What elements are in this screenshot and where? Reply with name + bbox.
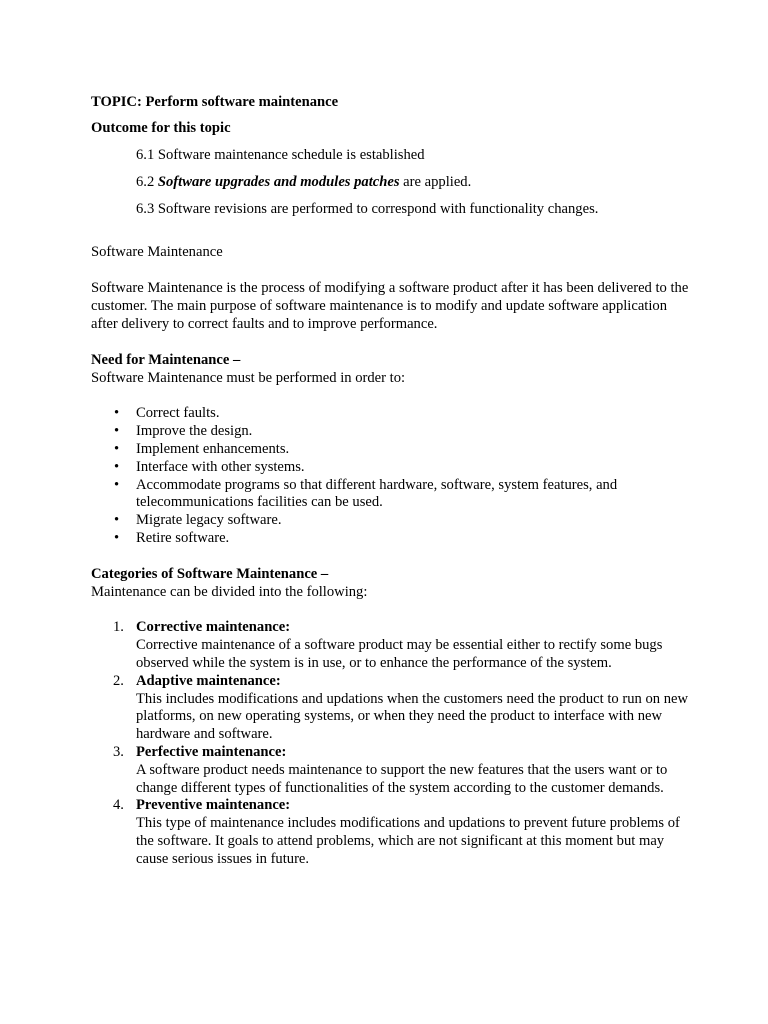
outcome-text: 6.3 Software revisions are performed to correspond with functionality changes.: [136, 201, 599, 218]
list-item-text: Implement enhancements.: [136, 440, 290, 457]
document-page: [91, 94, 691, 868]
list-item-text: Accommodate programs so that different hardware, software, system features, and telecommunications facilities can be used.: [136, 476, 618, 511]
category-item: [113, 797, 691, 868]
bullet-icon: •: [114, 512, 120, 529]
bullet-icon: •: [114, 529, 120, 546]
list-item-text: Retire software.: [136, 529, 230, 546]
list-item: [114, 529, 691, 548]
outcome-list: [91, 147, 691, 219]
categories-heading: Categories of Software Maintenance –: [91, 565, 329, 582]
list-item: [114, 458, 691, 477]
category-title: Corrective maintenance:: [136, 619, 291, 636]
outcome-text: 6.1 Software maintenance schedule is established: [136, 147, 425, 163]
outcome-item: [136, 174, 691, 192]
bullet-icon: •: [114, 440, 120, 457]
category-title: Adaptive maintenance:: [136, 672, 281, 689]
list-item: [114, 512, 691, 530]
categories-intro: Maintenance can be divided into the following:: [91, 583, 368, 600]
section-title: Software Maintenance: [91, 244, 223, 261]
categories-list: [91, 619, 691, 868]
outcome-text: 6.2: [136, 174, 158, 191]
list-number: 3.: [113, 743, 124, 760]
need-intro: Software Maintenance must be performed in order to:: [91, 369, 406, 386]
category-item: [113, 672, 691, 744]
bullet-icon: •: [114, 458, 120, 475]
list-item-text: Improve the design.: [136, 423, 253, 440]
outcome-heading: Outcome for this topic: [91, 120, 231, 136]
category-description: Corrective maintenance of a software product may be essential either to rectify some bugs observed while the system is in use, or to enhance the performance of the system.: [136, 637, 663, 671]
category-item: [113, 743, 691, 797]
outcome-item: [136, 147, 691, 165]
outcome-item: [136, 201, 691, 219]
category-description: This includes modifications and updations when the customers need the product to run on new platforms, on new operating systems, or when they need the product to interface with new hardware and software.: [136, 690, 689, 743]
list-item-text: Interface with other systems.: [136, 458, 305, 475]
list-number: 4.: [113, 797, 124, 814]
list-item: [114, 423, 691, 441]
outcome-text-suffix: are applied.: [399, 174, 472, 191]
intro-paragraph: Software Maintenance is the process of modifying a software product after it has been delivered to the customer. The main purpose of software maintenance is to modify and update software application after delivery to correct faults and to improve performance.: [91, 280, 689, 332]
list-item: [114, 440, 691, 459]
category-description: This type of maintenance includes modifications and updations to prevent future problems of the software. It goals to attend problems, which are not significant at this moment but may cause serious issues in future.: [136, 815, 680, 867]
bullet-icon: •: [114, 423, 120, 440]
list-item: [114, 476, 691, 513]
need-list: [91, 405, 691, 547]
need-heading: Need for Maintenance –: [91, 351, 241, 368]
list-number: 1.: [113, 619, 124, 636]
bullet-icon: •: [114, 476, 120, 493]
outcome-emphasis: Software upgrades and modules patches: [157, 174, 400, 191]
list-item: [114, 405, 691, 423]
list-number: 2.: [113, 672, 124, 689]
bullet-icon: •: [114, 405, 120, 422]
topic-heading: TOPIC: Perform software maintenance: [91, 94, 339, 110]
category-item: [113, 619, 691, 672]
category-title: Perfective maintenance:: [136, 743, 287, 760]
category-description: A software product needs maintenance to support the new features that the users want or to change different types of functionalities of the system according to the customer demands.: [136, 761, 668, 796]
category-title: Preventive maintenance:: [136, 797, 291, 814]
list-item-text: Migrate legacy software.: [136, 512, 282, 529]
list-item-text: Correct faults.: [136, 405, 220, 422]
